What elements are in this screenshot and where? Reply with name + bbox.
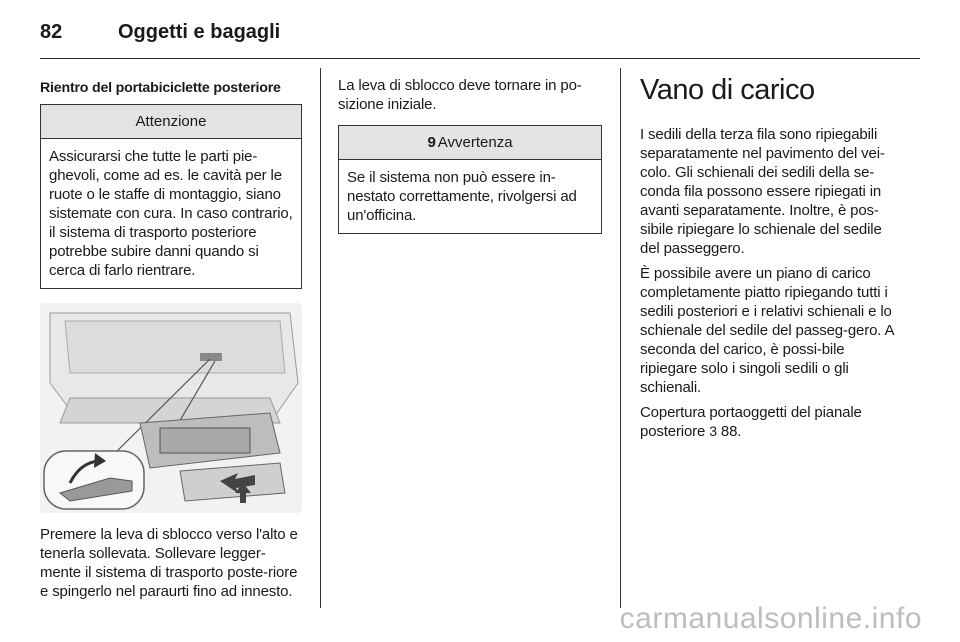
warning-title: Avvertenza	[437, 134, 513, 151]
page-reference-triangle-icon: 3	[709, 423, 717, 439]
chapter-title: Oggetti e bagagli	[118, 20, 281, 43]
column-left	[40, 74, 302, 601]
warning-box	[338, 125, 602, 234]
column-divider	[320, 68, 321, 608]
cover-reference-text: Copertura portaoggetti del pianale posteriore	[640, 404, 862, 440]
caution-body: Assicurarsi che tutte le parti pie-ghevoli, come ad es. le cavità per le ruote o le staffe di montaggio, siano sistemate con cura. In caso contrario, il sistema di trasporto posteriore potrebbe subire danni quando si cerca di farlo rientrare.	[49, 148, 293, 279]
rear-carrier-illustration	[40, 303, 302, 513]
watermark: carmanualsonline.info	[619, 602, 922, 635]
instruction-text: Premere la leva di sblocco verso l'alto e tenerla sollevata. Sollevare legger-mente il sistema di trasporto poste-riore e spingerlo nel paraurti fino ad innesto.	[40, 526, 298, 600]
section-subheading: Rientro del portabiciclette posteriore	[40, 80, 281, 96]
reference-page-link[interactable]: 88.	[720, 423, 742, 440]
paragraph-3	[640, 403, 902, 441]
column-middle	[338, 74, 602, 234]
paragraph-1: I sedili della terza fila sono ripiegabili separatamente nel pavimento del vei-colo. Gli schienali dei sedili della se-conda fila possono essere ripiegati in avanti separatamente. Inoltre, è pos-sibile ripiegare lo schienale del sedile del passeggero.	[640, 126, 885, 257]
rear-carrier-drawing	[40, 303, 302, 513]
warning-triangle-icon: 9	[427, 134, 436, 151]
section-title: Vano di carico	[640, 74, 815, 106]
return-lever-text: La leva di sblocco deve tornare in po-sizione iniziale.	[338, 77, 582, 113]
page-number: 82	[40, 20, 63, 43]
page-header	[40, 12, 280, 52]
caution-title: Attenzione	[41, 105, 301, 139]
header-rule	[40, 58, 920, 59]
warning-title-bar	[339, 126, 601, 160]
column-divider	[620, 68, 621, 608]
warning-body: Se il sistema non può essere in-nestato correttamente, rivolgersi ad un'officina.	[347, 169, 577, 224]
paragraph-2: È possibile avere un piano di carico completamente piatto ripiegando tutti i sedili posteriori e i relativi schienali e lo schienale del sedile del passeg-gero. A seconda del carico, è possi-bile ripiegare solo i singoli sedili o gli schienali.	[640, 265, 894, 396]
caution-box	[40, 104, 302, 289]
column-right	[640, 74, 902, 447]
